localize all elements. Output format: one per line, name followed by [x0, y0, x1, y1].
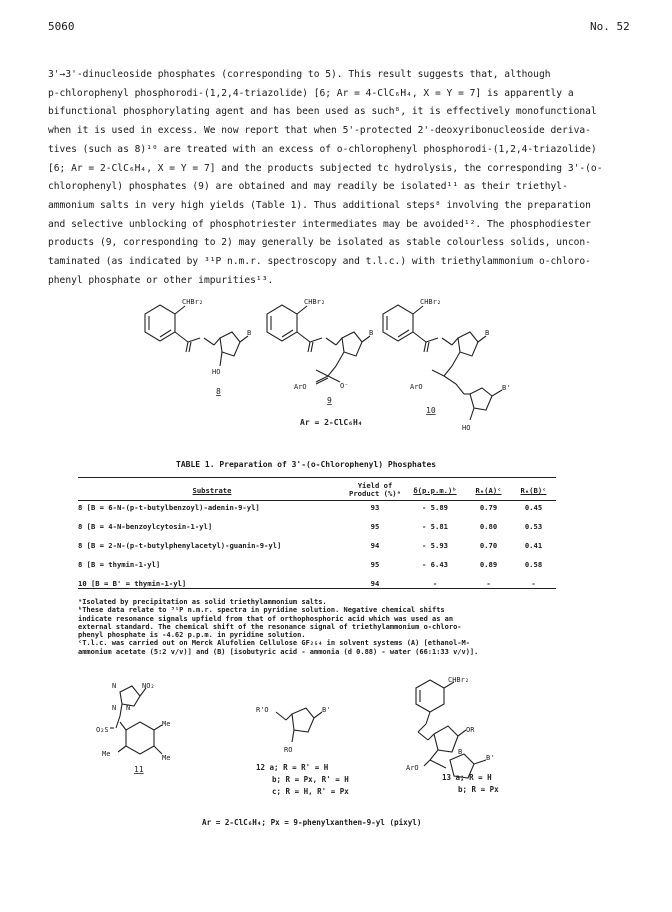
- cell-rf-a: 0.79: [479, 503, 498, 512]
- cell-yield: 95: [370, 522, 380, 531]
- cell-yield: 94: [370, 579, 380, 588]
- compound-12c: c; R = H, R' = Px: [272, 787, 349, 796]
- label-o2s: O₂S: [96, 726, 109, 734]
- text-line: bifunctional phosphorylating agent and has been used as such⁸, it is effectively monofunctional: [48, 106, 597, 118]
- cell-shift: - 5.81: [422, 522, 448, 531]
- table-row: [78, 536, 556, 555]
- label-b: B: [458, 748, 463, 756]
- cell-substrate: 8 [B = 2-N-(p-t-butylphenylacetyl)-guanin-9-yl]: [78, 541, 282, 550]
- label-me: Me: [162, 720, 171, 728]
- label-ho: HO: [212, 368, 221, 376]
- compound-number-11: 11: [134, 765, 144, 774]
- cell-substrate: 8 [B = 4-N-benzoylcytosin-1-yl]: [78, 522, 213, 531]
- cell-shift: - 6.43: [422, 560, 448, 569]
- label-me: Me: [102, 750, 111, 758]
- label-b: B: [369, 329, 374, 337]
- body-paragraph: [48, 66, 638, 290]
- col-header-yield: Yield of Product (%)ᵃ: [349, 481, 401, 498]
- footnote-line: ᵇThese data relate to ³¹P n.m.r. spectra in pyridine solution. Negative chemical shifts: [78, 606, 445, 615]
- compound-13b: b; R = Px: [458, 785, 499, 794]
- compound-number-10: 10: [426, 406, 436, 415]
- cell-shift: -: [432, 579, 438, 588]
- cell-substrate: 10 [B = B' = thymin-1-yl]: [78, 579, 187, 588]
- label-aro: ArO: [406, 764, 419, 772]
- label-n: N: [112, 682, 117, 690]
- cell-rf-a: -: [486, 579, 491, 588]
- footnote-line: indicate resonance signals upfield from that of orthophosphoric acid which was used as an: [78, 614, 454, 623]
- label-me: Me: [162, 754, 171, 762]
- cell-substrate: 8 [B = 6-N-(p-t-butylbenzoyl)-adenin-9-yl]: [78, 503, 260, 512]
- table-row: [78, 517, 556, 536]
- label-no2: NO₂: [142, 682, 155, 690]
- cell-yield: 95: [370, 560, 380, 569]
- label-b-prime: B': [502, 384, 511, 392]
- label-n: N: [126, 704, 131, 712]
- label-b-prime: B': [486, 754, 495, 762]
- text-line: p-chlorophenyl phosphorodi-(1,2,4-triazolide) [6; Ar = 4-ClC₆H₄, X = Y = 7] is apparently a: [48, 87, 574, 99]
- compound-number-8: 8: [216, 387, 221, 396]
- table-title: TABLE 1. Preparation of 3'-(o-Chlorophenyl) Phosphates: [176, 460, 437, 469]
- cell-rf-a: 0.89: [479, 560, 498, 569]
- text-line: [6; Ar = 2-ClC₆H₄, X = Y = 7] and the products subjected tc hydrolysis, the corresponding 3'-(o-: [48, 162, 603, 174]
- page-number: 5060: [48, 20, 75, 33]
- label-o-minus: O⁻: [340, 382, 349, 390]
- table-row: [78, 574, 556, 593]
- label-aro: ArO: [294, 383, 307, 391]
- cell-yield: 93: [370, 503, 380, 512]
- cell-substrate: 8 [B = thymin-1-yl]: [78, 560, 161, 569]
- col-header-rf-b: Rₑ(B)ᶜ: [520, 485, 547, 495]
- label-b-prime: B': [322, 706, 331, 714]
- cell-rf-b: 0.41: [524, 541, 543, 550]
- structure-8: [145, 298, 251, 396]
- text-line: chlorophenyl) phosphates (9) are obtained and may readily be isolated¹¹ as their triethyl-: [48, 181, 568, 193]
- compound-12a: 12 a; R = R' = H: [256, 763, 329, 772]
- text-line: when it is used in excess. We now report that when 5'-protected 2'-deoxyribonucleoside deriva-: [48, 125, 591, 137]
- footnote-line: phenyl phosphate is -4.62 p.p.m. in pyridine solution.: [78, 631, 306, 640]
- compound-13a: 13 a; R = H: [442, 773, 492, 782]
- journal-issue: No. 52: [590, 20, 630, 33]
- abbreviation-footer: Ar = 2-ClC₆H₄; Px = 9-phenylxanthen-9-yl (pixyl): [202, 818, 422, 827]
- table-header-row: [78, 482, 556, 498]
- label-chbr2: CHBr₂: [420, 298, 442, 306]
- text-line: phenyl phosphate or other impurities¹³.: [48, 274, 274, 286]
- footnote-line: ᶜT.l.c. was carried out on Merck Alufolien Cellulose GF₂₅₄ in solvent systems (A) [ethanol-M-: [78, 639, 470, 648]
- cell-rf-b: -: [531, 579, 536, 588]
- label-b: B: [247, 329, 252, 337]
- text-line: products (9, corresponding to 2) may generally be isolated as stable colourless solids, uncon-: [48, 237, 591, 249]
- cell-rf-b: 0.58: [524, 560, 543, 569]
- ar-definition: Ar = 2-ClC₆H₄: [300, 418, 363, 427]
- label-chbr2: CHBr₂: [182, 298, 204, 306]
- cell-shift: - 5.89: [422, 503, 448, 512]
- col-header-substrate: Substrate: [192, 485, 232, 495]
- text-line: 3'→3'-dinucleoside phosphates (corresponding to 5). This result suggests that, although: [48, 69, 551, 80]
- structure-9: [267, 298, 373, 405]
- structure-10: [383, 298, 510, 432]
- footnote-line: external standard. The chemical shift of the resonance signal of triethylammonium o-chloro-: [78, 622, 462, 631]
- cell-rf-a: 0.80: [479, 522, 498, 531]
- structures-8-9-10: [130, 290, 560, 450]
- label-ro: RO: [284, 746, 293, 754]
- label-ho: HO: [462, 424, 471, 432]
- table-row: [78, 498, 556, 517]
- cell-yield: 94: [370, 541, 380, 550]
- cell-shift: - 5.93: [422, 541, 448, 550]
- text-line: taminated (as indicated by ³¹P n.m.r. spectroscopy and t.l.c.) with triethylammonium o-chloro-: [48, 256, 591, 268]
- text-line: and selective unblocking of phosphotriester intermediates may be avoided¹². The phosphodiester: [48, 218, 591, 230]
- structure-11: [96, 682, 170, 774]
- label-aro: ArO: [410, 383, 423, 391]
- col-header-rf-a: Rₑ(A)ᶜ: [475, 485, 502, 495]
- table-row: [78, 555, 556, 574]
- text-line: tives (such as 8)¹⁰ are treated with an excess of o-chlorophenyl phosphorodi-(1,2,4-triazolide): [48, 143, 597, 155]
- cell-rf-a: 0.70: [479, 541, 498, 550]
- label-r-prime-o: R'O: [256, 706, 269, 714]
- footnote-line: ᵃIsolated by precipitation as solid triethylammonium salts.: [78, 598, 327, 606]
- label-n: N: [112, 704, 117, 712]
- cell-rf-b: 0.45: [524, 503, 543, 512]
- cell-rf-b: 0.53: [524, 522, 543, 531]
- results-table: [78, 482, 556, 593]
- text-line: ammonium salts in very high yields (Table 1). Thus additional steps⁸ involving the preparation: [48, 199, 591, 211]
- col-header-shift: δ(p.p.m.)ᵇ: [413, 485, 457, 495]
- compound-number-9: 9: [327, 396, 332, 405]
- label-chbr2: CHBr₂: [448, 676, 470, 684]
- label-chbr2: CHBr₂: [304, 298, 326, 306]
- label-b: B: [485, 329, 490, 337]
- structures-11-12-13: [80, 670, 580, 810]
- table-top-rule: [78, 477, 556, 478]
- footnote-line: ammonium acetate (5:2 v/v)] and (B) [isobutyric acid - ammonia (d 0.88) - water (66:1:33 v/v)].: [78, 647, 479, 656]
- structure-12: [256, 706, 349, 796]
- compound-12b: b; R = Px, R' = H: [272, 775, 349, 784]
- table-footnotes: [78, 598, 558, 656]
- label-or: OR: [466, 726, 475, 734]
- structure-13: [406, 676, 499, 794]
